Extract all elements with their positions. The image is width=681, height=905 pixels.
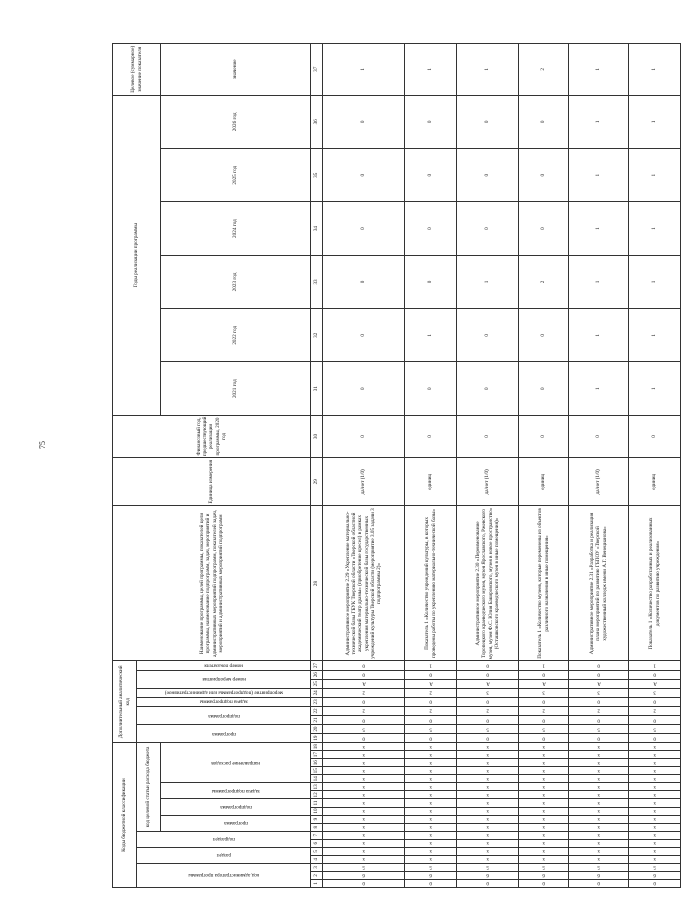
code-cell: 5 bbox=[519, 863, 569, 871]
code-cell: х bbox=[457, 831, 519, 839]
row-unit: единиц bbox=[629, 458, 681, 506]
code-cell: х bbox=[323, 847, 405, 855]
code-cell: 3 bbox=[569, 688, 629, 697]
code-cell: х bbox=[569, 799, 629, 807]
column-number: 30 bbox=[311, 415, 323, 457]
code-cell: х bbox=[457, 799, 519, 807]
row-year-value: 1 bbox=[405, 309, 457, 362]
code-cell: 6 bbox=[569, 871, 629, 879]
code-cell: х bbox=[629, 839, 681, 847]
code-cell: 0 bbox=[457, 715, 519, 724]
code-cell: 5 bbox=[569, 725, 629, 734]
code-cell: 0 bbox=[519, 697, 569, 706]
row-year-value: 1 bbox=[569, 255, 629, 308]
code-cell: 0 bbox=[405, 715, 457, 724]
row-year-value: 0 bbox=[457, 362, 519, 415]
row-year-value: 0 bbox=[323, 149, 405, 202]
code-cell: 0 bbox=[569, 670, 629, 679]
column-number: 32 bbox=[311, 309, 323, 362]
row-name: Показатель 1 «Количество учреждений культуры, в которых проведены работы по укреплению материально-технической базы» bbox=[405, 506, 457, 661]
final-value-header: значение bbox=[161, 44, 311, 96]
code-cell: х bbox=[519, 823, 569, 831]
row-year-value: 0 bbox=[405, 95, 457, 148]
code-cell: х bbox=[323, 783, 405, 791]
code-cell: 0 bbox=[405, 734, 457, 743]
code-cell: 3 bbox=[457, 688, 519, 697]
code-cell: х bbox=[457, 783, 519, 791]
code-cell: 0 bbox=[569, 661, 629, 670]
column-number: 20 bbox=[311, 725, 323, 734]
code-cell: х bbox=[323, 831, 405, 839]
code-cell: 2 bbox=[405, 688, 457, 697]
row-year-value: 0 bbox=[519, 362, 569, 415]
page-number: 75 bbox=[38, 441, 47, 449]
code-cell: х bbox=[323, 759, 405, 767]
direction-header: направление расходов bbox=[161, 743, 311, 783]
column-number: 31 bbox=[311, 362, 323, 415]
code-cell: х bbox=[405, 759, 457, 767]
final-group-header: Целевое (суммарное) значение показателя bbox=[113, 44, 161, 96]
code-cell: х bbox=[569, 847, 629, 855]
program-header: программа bbox=[161, 815, 311, 831]
column-number: 12 bbox=[311, 791, 323, 799]
section-header: раздел bbox=[137, 847, 311, 863]
code-cell: х bbox=[323, 775, 405, 783]
code-cell: 1 bbox=[629, 661, 681, 670]
code-cell: х bbox=[323, 823, 405, 831]
code-cell: х bbox=[519, 759, 569, 767]
code-cell: х bbox=[569, 783, 629, 791]
row-year-value: 0 bbox=[405, 202, 457, 255]
code-cell: х bbox=[629, 823, 681, 831]
e-indicator-header: номер показателя bbox=[137, 661, 311, 670]
column-number: 36 bbox=[311, 95, 323, 148]
code-cell: х bbox=[405, 855, 457, 863]
code-cell: х bbox=[457, 839, 519, 847]
code-cell: 6 bbox=[629, 871, 681, 879]
row-year-value: 0 bbox=[519, 309, 569, 362]
code-cell: х bbox=[405, 743, 457, 751]
code-cell: х bbox=[629, 799, 681, 807]
code-cell: А bbox=[405, 679, 457, 688]
column-number: 26 bbox=[311, 670, 323, 679]
row-year-value: 0 bbox=[519, 95, 569, 148]
row-year-value: 1 bbox=[629, 255, 681, 308]
code-cell: х bbox=[405, 751, 457, 759]
code-cell: х bbox=[457, 767, 519, 775]
years-group-header: Годы реализации программы bbox=[113, 95, 161, 415]
code-cell: х bbox=[519, 847, 569, 855]
row-total-value: 1 bbox=[405, 44, 457, 96]
year-2021-header: 2021 год bbox=[161, 362, 311, 415]
e-activity-no-header: номер мероприятия bbox=[137, 670, 311, 688]
column-number: 14 bbox=[311, 775, 323, 783]
row-year-value: 0 bbox=[323, 202, 405, 255]
code-cell: 0 bbox=[629, 734, 681, 743]
code-cell: х bbox=[629, 831, 681, 839]
row-year-value: 0 bbox=[457, 309, 519, 362]
row-year-value: 1 bbox=[569, 149, 629, 202]
column-number: 22 bbox=[311, 706, 323, 715]
year-2025-header: 2025 год bbox=[161, 149, 311, 202]
name-column-header: Наименование программы, целей программы, показателей цели программы, наименование подпрограмм, задач, мероприятий и административных мероприятий подпрограмм, показателей задач, мероприятий и административных мероприятий подпрограмм bbox=[113, 506, 311, 661]
code-cell: х bbox=[569, 791, 629, 799]
row-year-value: 0 bbox=[323, 95, 405, 148]
code-cell: 0 bbox=[405, 697, 457, 706]
code-cell: х bbox=[323, 743, 405, 751]
row-year-value: 0 bbox=[323, 255, 405, 308]
code-cell: х bbox=[629, 759, 681, 767]
admin-code-header: код администратора программы bbox=[137, 863, 311, 887]
code-cell: 0 bbox=[569, 697, 629, 706]
code-cell: х bbox=[457, 743, 519, 751]
code-cell: 2 bbox=[405, 706, 457, 715]
code-cell: 5 bbox=[629, 725, 681, 734]
code-cell: х bbox=[569, 775, 629, 783]
code-cell: х bbox=[323, 751, 405, 759]
row-year-value: 0 bbox=[405, 255, 457, 308]
code-cell: х bbox=[519, 807, 569, 815]
code-cell: 0 bbox=[629, 697, 681, 706]
code-cell: 0 bbox=[519, 734, 569, 743]
table-row bbox=[457, 44, 519, 888]
code-cell: х bbox=[629, 751, 681, 759]
code-cell: 6 bbox=[405, 871, 457, 879]
code-cell: А bbox=[457, 679, 519, 688]
table-row bbox=[405, 44, 457, 888]
code-cell: 0 bbox=[323, 697, 405, 706]
code-cell: х bbox=[569, 767, 629, 775]
row-year-value: 0 bbox=[323, 309, 405, 362]
code-cell: х bbox=[629, 791, 681, 799]
subprogram-header: подпрограмма bbox=[161, 799, 311, 815]
column-number: 9 bbox=[311, 815, 323, 823]
code-cell: 5 bbox=[629, 863, 681, 871]
code-cell: х bbox=[569, 807, 629, 815]
code-cell: х bbox=[457, 855, 519, 863]
column-number: 33 bbox=[311, 255, 323, 308]
code-cell: х bbox=[457, 791, 519, 799]
code-cell: 0 bbox=[457, 734, 519, 743]
extra-code-header: Дополнительный аналитический код bbox=[113, 661, 137, 743]
code-cell: х bbox=[323, 855, 405, 863]
code-cell: х bbox=[629, 807, 681, 815]
column-number: 28 bbox=[311, 506, 323, 661]
budget-codes-header: Коды бюджетной классификации bbox=[113, 743, 137, 888]
row-year-value: 1 bbox=[569, 202, 629, 255]
code-cell: 0 bbox=[323, 670, 405, 679]
code-cell: х bbox=[323, 815, 405, 823]
code-cell: 2 bbox=[519, 706, 569, 715]
code-cell: 5 bbox=[569, 863, 629, 871]
code-cell: 0 bbox=[569, 734, 629, 743]
code-cell: х bbox=[323, 791, 405, 799]
row-year-value: 2 bbox=[519, 255, 569, 308]
code-cell: 0 bbox=[569, 879, 629, 887]
code-cell: 5 bbox=[323, 725, 405, 734]
year-2023-header: 2023 год bbox=[161, 255, 311, 308]
code-cell: 0 bbox=[323, 661, 405, 670]
code-cell: х bbox=[457, 751, 519, 759]
table-row bbox=[629, 44, 681, 888]
row-unit: единиц bbox=[519, 458, 569, 506]
task-header: задача подпрограммы bbox=[161, 783, 311, 799]
code-cell: 5 bbox=[519, 725, 569, 734]
code-cell: х bbox=[629, 743, 681, 751]
column-number: 10 bbox=[311, 807, 323, 815]
code-cell: х bbox=[457, 847, 519, 855]
row-fin-year-value: 0 bbox=[629, 415, 681, 457]
code-cell: 0 bbox=[323, 715, 405, 724]
row-year-value: 1 bbox=[569, 95, 629, 148]
year-2026-header: 2026 год bbox=[161, 95, 311, 148]
row-unit: да/нет (1/0) bbox=[569, 458, 629, 506]
code-cell: х bbox=[405, 807, 457, 815]
code-cell: х bbox=[519, 855, 569, 863]
code-cell: 0 bbox=[457, 661, 519, 670]
column-number: 23 bbox=[311, 697, 323, 706]
row-unit: да/нет (1/0) bbox=[323, 458, 405, 506]
row-total-value: 1 bbox=[457, 44, 519, 96]
row-year-value: 1 bbox=[629, 309, 681, 362]
code-cell: 6 bbox=[457, 871, 519, 879]
code-cell: А bbox=[569, 679, 629, 688]
code-cell: х bbox=[569, 751, 629, 759]
code-cell: х bbox=[569, 815, 629, 823]
e-program-header: программа bbox=[137, 725, 311, 743]
row-name: Административное мероприятие 2.30 «Переименование Торопецкого краеведческого музея, музея Ярославского, Ржевского музея, музея Ф.С. Юлия Бакировского, музея в новое пространство» (Осташковского краеведческого музея в иные помещения)» bbox=[457, 506, 519, 661]
column-number: 3 bbox=[311, 863, 323, 871]
row-fin-year-value: 0 bbox=[519, 415, 569, 457]
column-number: 13 bbox=[311, 783, 323, 791]
column-number: 37 bbox=[311, 44, 323, 96]
column-number: 16 bbox=[311, 759, 323, 767]
row-total-value: 1 bbox=[629, 44, 681, 96]
code-cell: х bbox=[629, 855, 681, 863]
code-cell: х bbox=[569, 831, 629, 839]
code-cell: х bbox=[405, 783, 457, 791]
row-year-value: 1 bbox=[569, 362, 629, 415]
row-fin-year-value: 0 bbox=[405, 415, 457, 457]
column-number: 18 bbox=[311, 743, 323, 751]
table-row bbox=[519, 44, 569, 888]
code-cell: 0 bbox=[405, 879, 457, 887]
e-activity-header: мероприятие (подпрограммы или административное) bbox=[137, 688, 311, 697]
row-year-value: 0 bbox=[405, 149, 457, 202]
rotated-table-container bbox=[112, 43, 661, 888]
code-cell: х bbox=[405, 831, 457, 839]
code-cell: х bbox=[405, 791, 457, 799]
column-number: 2 bbox=[311, 871, 323, 879]
e-task-header: задача подпрограммы bbox=[137, 697, 311, 706]
code-cell: х bbox=[569, 823, 629, 831]
code-cell: 1 bbox=[405, 661, 457, 670]
row-year-value: 0 bbox=[457, 202, 519, 255]
table-row bbox=[323, 44, 405, 888]
row-total-value: 2 bbox=[519, 44, 569, 96]
code-cell: 0 bbox=[457, 879, 519, 887]
code-cell: х bbox=[519, 751, 569, 759]
row-name: Административное мероприятие 2.29 «Укрепление материально-технической базы ГБУК Тверской области «Тверской областной академический театр драмы» (приобретение кресел) в рамках укрепления материально-технической базы государственных учреждений культуры Тверской области (мероприятие 3.05 задачи 3 подпрограммы 2)» bbox=[323, 506, 405, 661]
column-number: 8 bbox=[311, 823, 323, 831]
code-cell: х bbox=[519, 791, 569, 799]
column-number: 4 bbox=[311, 855, 323, 863]
code-cell: х bbox=[629, 767, 681, 775]
row-year-value: 1 bbox=[629, 362, 681, 415]
code-cell: 2 bbox=[457, 706, 519, 715]
row-total-value: 1 bbox=[569, 44, 629, 96]
code-cell: х bbox=[519, 775, 569, 783]
code-cell: х bbox=[569, 855, 629, 863]
code-cell: х bbox=[323, 807, 405, 815]
row-fin-year-value: 0 bbox=[457, 415, 519, 457]
code-cell: 0 bbox=[629, 879, 681, 887]
code-cell: 0 bbox=[629, 715, 681, 724]
code-cell: 0 bbox=[519, 715, 569, 724]
code-cell: 5 bbox=[457, 863, 519, 871]
code-cell: х bbox=[519, 839, 569, 847]
code-cell: х bbox=[457, 775, 519, 783]
code-cell: А bbox=[629, 679, 681, 688]
code-cell: х bbox=[519, 815, 569, 823]
row-year-value: 1 bbox=[629, 202, 681, 255]
row-year-value: 1 bbox=[569, 309, 629, 362]
table-row bbox=[569, 44, 629, 888]
program-indicators-table bbox=[112, 43, 681, 888]
column-number: 1 bbox=[311, 879, 323, 887]
code-cell: х bbox=[457, 807, 519, 815]
code-cell: х bbox=[457, 815, 519, 823]
row-name: Административное мероприятие 2.31 «Разработка и реализация плана мероприятий по развитию ГБПОУ «Тверской художественный колледж имени А.Г. Венецианова» bbox=[569, 506, 629, 661]
code-cell: х bbox=[629, 847, 681, 855]
code-cell: х bbox=[569, 759, 629, 767]
code-cell: х bbox=[405, 823, 457, 831]
code-cell: х bbox=[323, 799, 405, 807]
code-cell: 0 bbox=[323, 734, 405, 743]
column-number: 25 bbox=[311, 679, 323, 688]
code-cell: х bbox=[405, 767, 457, 775]
column-number: 29 bbox=[311, 458, 323, 506]
year-2024-header: 2024 год bbox=[161, 202, 311, 255]
code-cell: х bbox=[629, 783, 681, 791]
code-cell: 2 bbox=[323, 688, 405, 697]
code-cell: 5 bbox=[405, 725, 457, 734]
code-cell: 0 bbox=[405, 670, 457, 679]
code-cell: 3 bbox=[629, 688, 681, 697]
row-total-value: 1 bbox=[323, 44, 405, 96]
subsection-header: подраздел bbox=[137, 831, 311, 847]
code-cell: 0 bbox=[519, 670, 569, 679]
code-cell: х bbox=[457, 759, 519, 767]
code-cell: 0 bbox=[519, 879, 569, 887]
row-name: Показатель 1 «Количество разработанных и реализованных документов по развитию учреждения» bbox=[629, 506, 681, 661]
code-cell: х bbox=[323, 839, 405, 847]
column-number: 35 bbox=[311, 149, 323, 202]
row-year-value: 0 bbox=[519, 202, 569, 255]
code-cell: А bbox=[519, 679, 569, 688]
code-cell: 6 bbox=[323, 871, 405, 879]
row-unit: да/нет (1/0) bbox=[457, 458, 519, 506]
code-cell: 0 bbox=[629, 670, 681, 679]
code-cell: х bbox=[519, 783, 569, 791]
column-number: 34 bbox=[311, 202, 323, 255]
code-cell: 0 bbox=[569, 715, 629, 724]
column-number: 6 bbox=[311, 839, 323, 847]
code-cell: 0 bbox=[457, 697, 519, 706]
code-cell: х bbox=[519, 767, 569, 775]
code-cell: х bbox=[629, 775, 681, 783]
code-cell: х bbox=[323, 767, 405, 775]
row-year-value: 0 bbox=[457, 149, 519, 202]
column-number: 15 bbox=[311, 767, 323, 775]
code-cell: А bbox=[323, 679, 405, 688]
e-subprogram-header: подпрограмма bbox=[137, 706, 311, 724]
code-cell: х bbox=[519, 799, 569, 807]
column-number: 17 bbox=[311, 751, 323, 759]
unit-column-header: Единица измерения bbox=[113, 458, 311, 506]
row-year-value: 1 bbox=[629, 95, 681, 148]
row-year-value: 1 bbox=[629, 149, 681, 202]
code-cell: 2 bbox=[629, 706, 681, 715]
code-cell: 1 bbox=[519, 661, 569, 670]
column-number: 21 bbox=[311, 715, 323, 724]
code-cell: 6 bbox=[519, 871, 569, 879]
column-number: 5 bbox=[311, 847, 323, 855]
row-year-value: 0 bbox=[323, 362, 405, 415]
code-cell: 3 bbox=[519, 688, 569, 697]
code-cell: х bbox=[405, 799, 457, 807]
code-cell: х bbox=[457, 823, 519, 831]
row-fin-year-value: 0 bbox=[569, 415, 629, 457]
column-number: 19 bbox=[311, 734, 323, 743]
column-number: 7 bbox=[311, 831, 323, 839]
column-numbers-row bbox=[311, 44, 323, 888]
code-cell: х bbox=[405, 839, 457, 847]
target-class-header: код целевой статьи расхода бюджета bbox=[137, 743, 161, 832]
code-cell: 0 bbox=[323, 879, 405, 887]
column-number: 11 bbox=[311, 799, 323, 807]
row-year-value: 0 bbox=[405, 362, 457, 415]
code-cell: х bbox=[569, 839, 629, 847]
column-number: 24 bbox=[311, 688, 323, 697]
code-cell: 5 bbox=[457, 725, 519, 734]
row-unit: единиц bbox=[405, 458, 457, 506]
code-cell: х bbox=[519, 743, 569, 751]
code-cell: х bbox=[405, 815, 457, 823]
row-year-value: 0 bbox=[457, 95, 519, 148]
code-cell: 2 bbox=[323, 706, 405, 715]
row-name: Показатель 1 «Количество музеев, которые переменены из объектов различного назначения в иные помещения» bbox=[519, 506, 569, 661]
code-cell: х bbox=[629, 815, 681, 823]
code-cell: х bbox=[519, 831, 569, 839]
row-year-value: 0 bbox=[519, 149, 569, 202]
code-cell: 0 bbox=[457, 670, 519, 679]
year-2022-header: 2022 год bbox=[161, 309, 311, 362]
code-cell: х bbox=[569, 743, 629, 751]
code-cell: 5 bbox=[405, 863, 457, 871]
row-year-value: 1 bbox=[457, 255, 519, 308]
code-cell: 2 bbox=[569, 706, 629, 715]
code-cell: х bbox=[405, 847, 457, 855]
code-cell: х bbox=[405, 775, 457, 783]
row-fin-year-value: 0 bbox=[323, 415, 405, 457]
column-number: 27 bbox=[311, 661, 323, 670]
fin-year-column-header: Финансовый год, предшествующий реализации программы, 2020 год bbox=[113, 415, 311, 457]
code-cell: 5 bbox=[323, 863, 405, 871]
